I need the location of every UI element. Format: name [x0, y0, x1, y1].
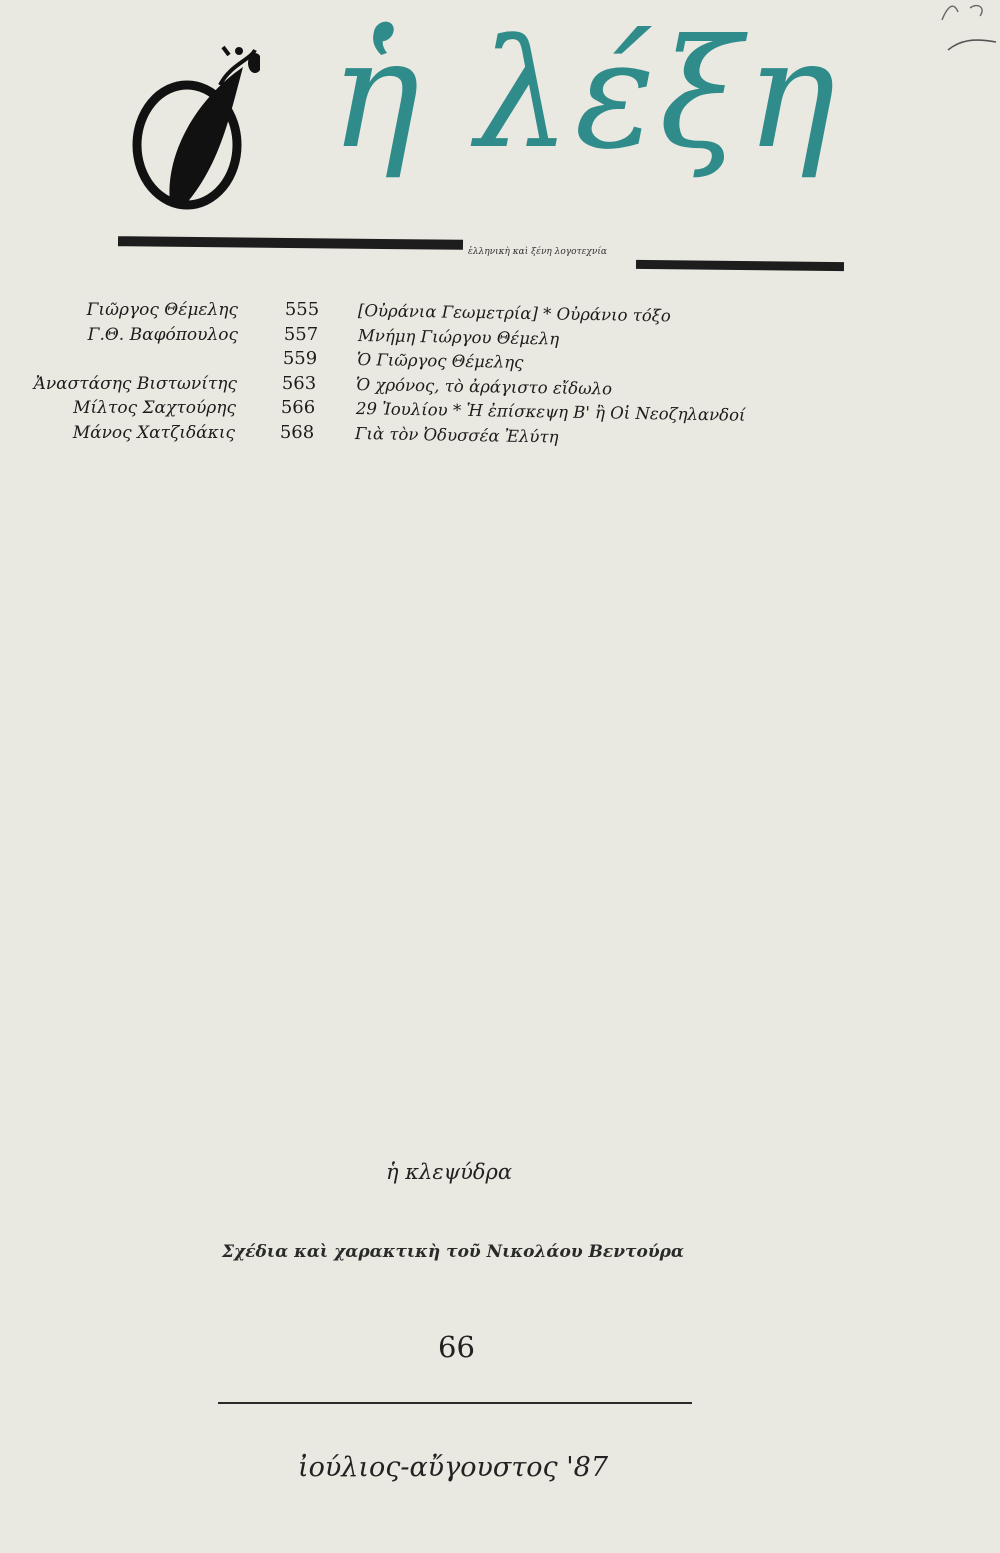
- masthead-rule: [118, 236, 463, 250]
- toc-title: 29 Ἰουλίου * Ἡ ἐπίσκεψη Β' ἢ Οἱ Νεοζηλανδοί: [355, 399, 746, 426]
- toc-title: Μνήμη Γιώργου Θέμελη: [357, 325, 560, 349]
- toc-page-number: 559: [282, 348, 318, 370]
- omicron-leaf-logo-icon: [125, 45, 260, 210]
- toc-row: [0, 372, 1000, 397]
- toc-author: Ἀναστάσης Βιστωνίτης: [33, 373, 237, 394]
- toc-row: [0, 347, 1000, 372]
- toc-title: Γιὰ τὸν Ὀδυσσέα Ἐλύτη: [354, 423, 559, 447]
- toc-page-number: 557: [283, 323, 319, 345]
- toc-row: [0, 298, 1000, 326]
- toc-row: [0, 396, 1000, 426]
- issue-number: 66: [438, 1330, 475, 1364]
- toc-page-number: 568: [279, 421, 315, 443]
- toc-author: Γιῶργος Θέμελης: [86, 300, 238, 320]
- toc-author: Γ.Θ. Βαφόπουλος: [87, 324, 238, 345]
- toc-page-number: 563: [281, 372, 317, 394]
- illustration-credit: Σχέδια καὶ χαρακτικὴ τοῦ Νικολάου Βεντούρα: [222, 1242, 684, 1262]
- magazine-title: ἡ λέξη: [330, 8, 840, 182]
- toc-row: [0, 421, 1000, 446]
- toc-title: [Οὐράνια Γεωμετρία] * Οὐράνιο τόξο: [357, 301, 671, 326]
- section-heading: ἡ κλεψύδρα: [386, 1160, 513, 1184]
- masthead-rule: [636, 260, 844, 271]
- pencil-scribble-mark: [930, 0, 1000, 60]
- masthead-subtitle: ἑλληνικὴ καὶ ξένη λογοτεχνία: [468, 247, 607, 257]
- toc-title: Ὁ χρόνος, τὸ ἀράγιστο εἴδωλο: [355, 374, 613, 399]
- footer-divider: [218, 1402, 692, 1404]
- toc-author: Μάνος Χατζιδάκις: [72, 422, 235, 443]
- toc-row: [0, 323, 1000, 348]
- issue-date: ἰούλιος-αὔγουστος '87: [298, 1452, 609, 1483]
- toc-author: Μίλτος Σαχτούρης: [73, 398, 236, 419]
- table-of-contents: [0, 298, 1000, 446]
- toc-page-number: 566: [280, 397, 316, 419]
- toc-title: Ὁ Γιῶργος Θέμελης: [356, 350, 524, 373]
- toc-page-number: 555: [284, 299, 320, 320]
